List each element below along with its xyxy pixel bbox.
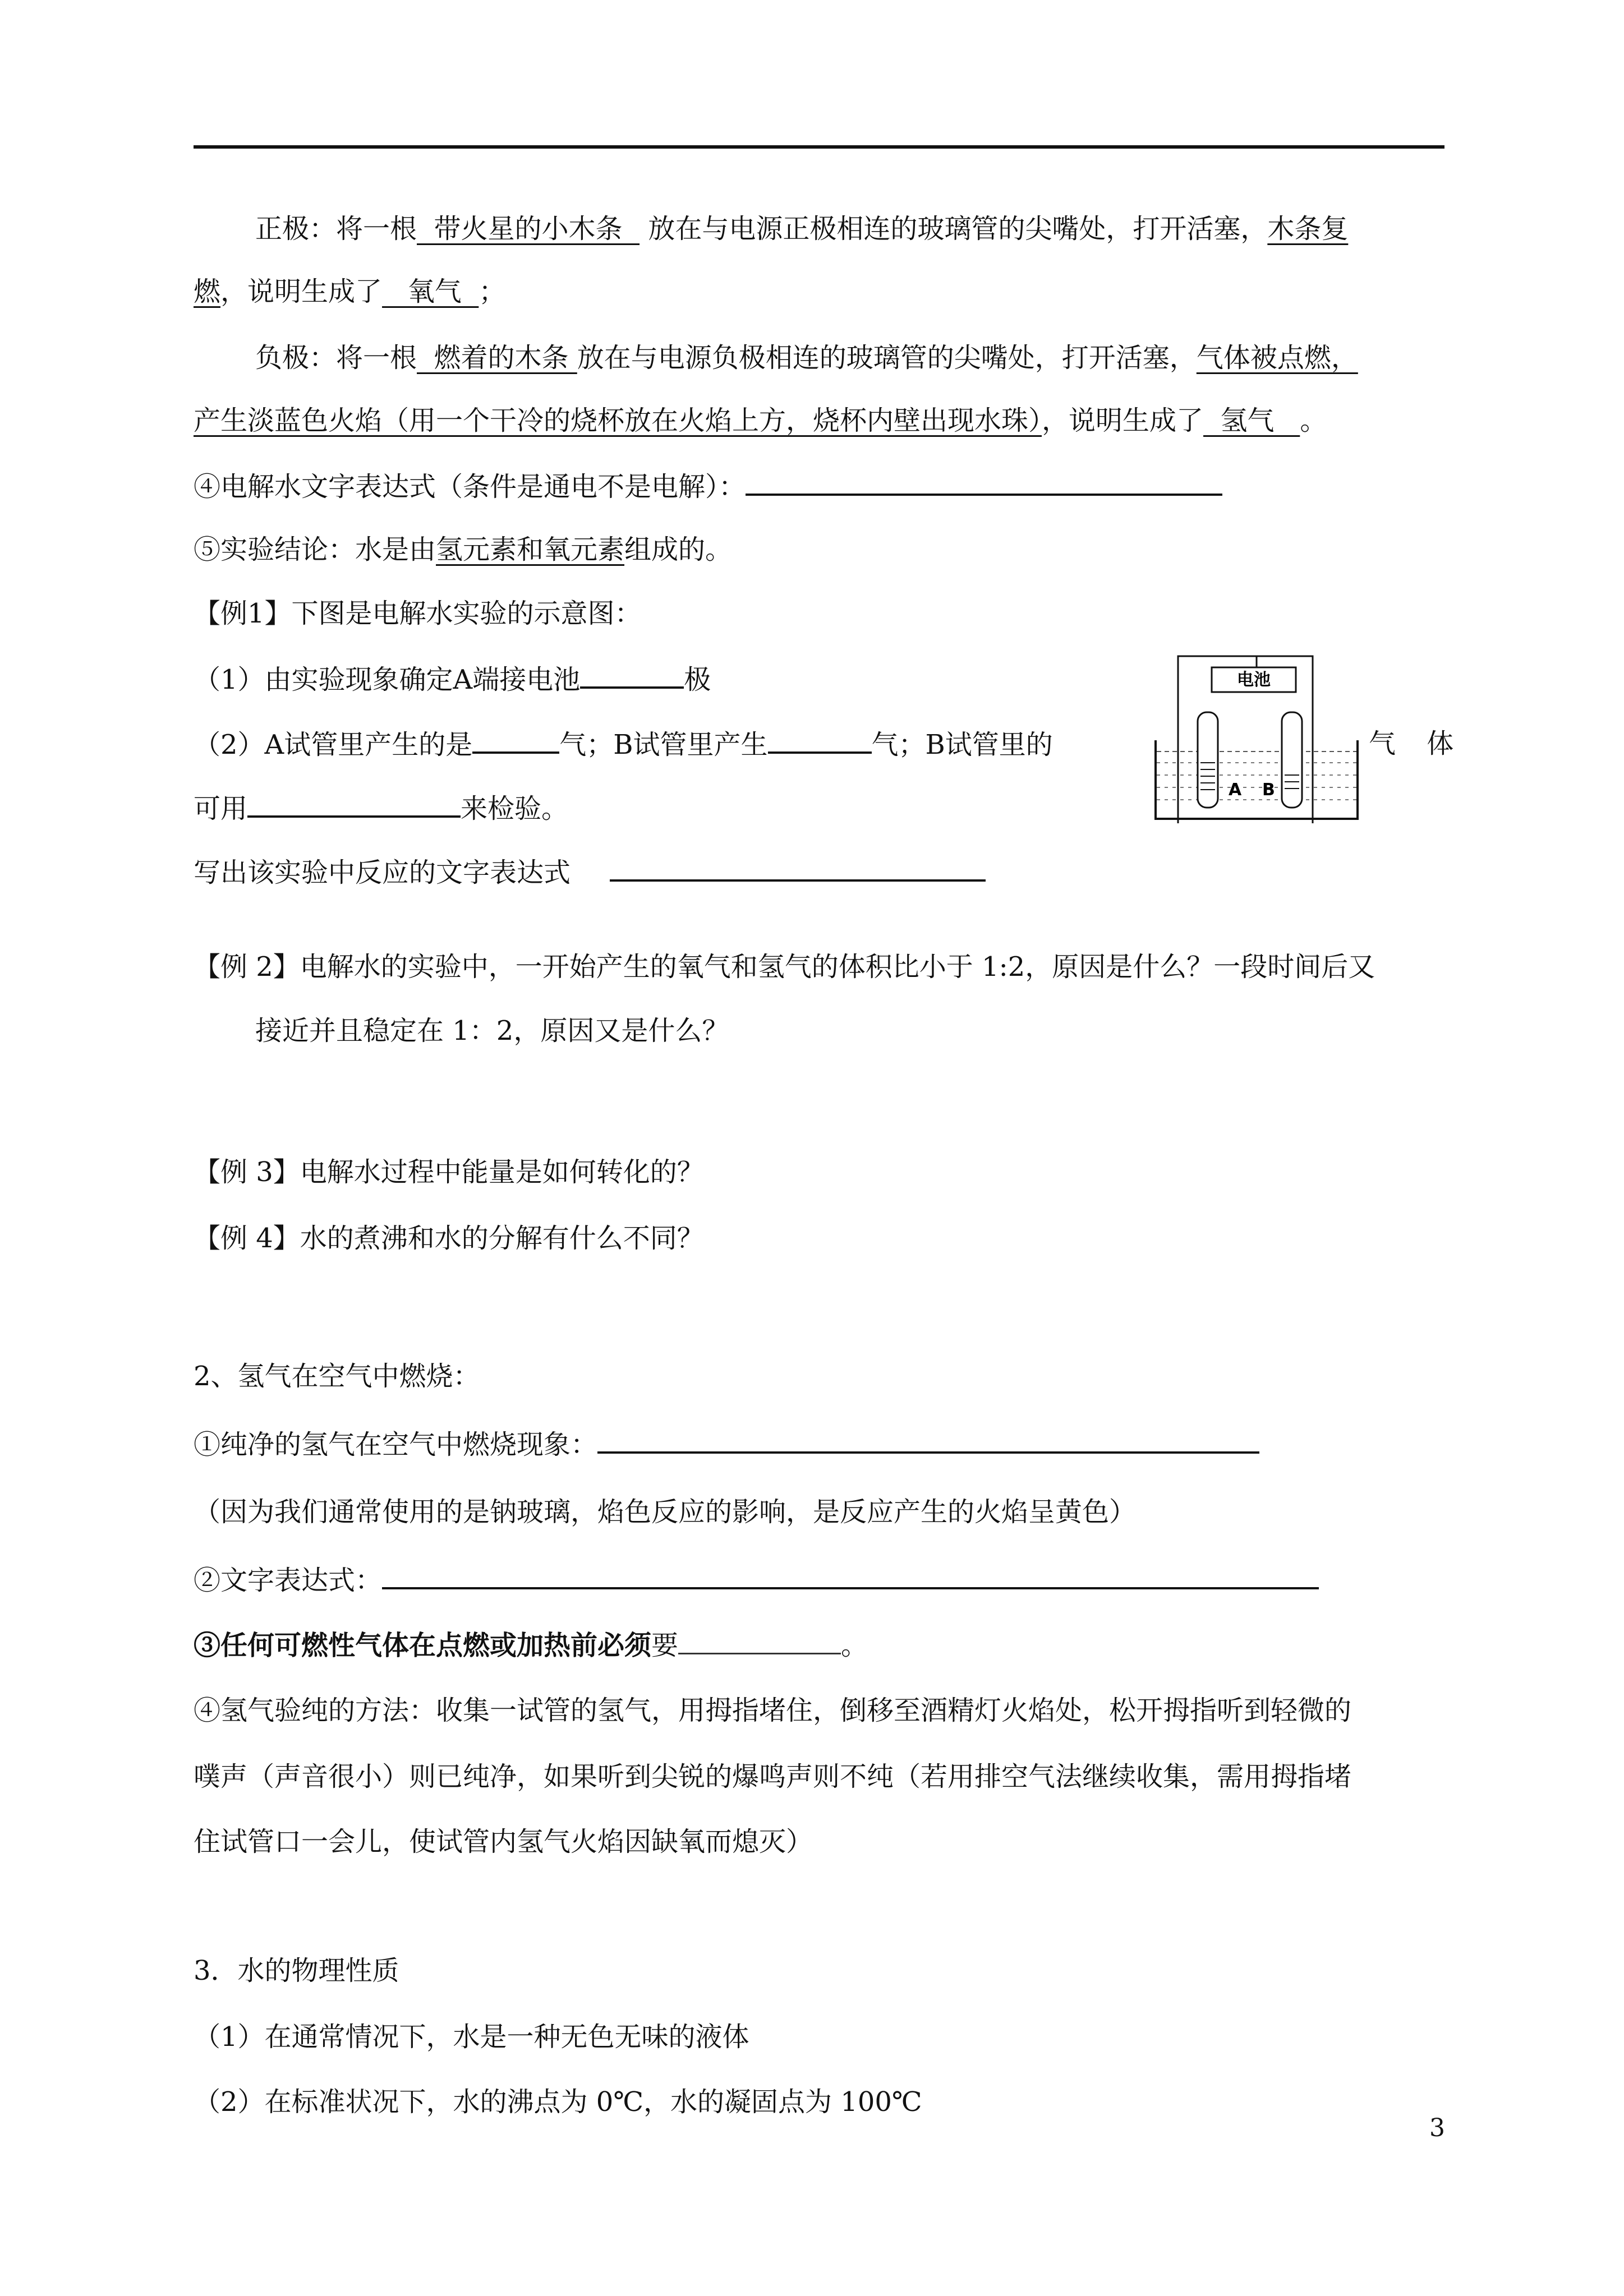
- underlined-answer: 燃着的木条: [417, 342, 577, 374]
- text: （2）在标准状况下，水的沸点为 0℃，水的凝固点为 100℃: [194, 2086, 922, 2118]
- positive-electrode-line-1: [255, 212, 1348, 246]
- text: 来检验。: [461, 793, 569, 824]
- text: 气；B试管里的: [871, 729, 1053, 760]
- example-1-question-1: [194, 662, 711, 697]
- answer-blank[interactable]: [678, 1630, 841, 1654]
- test-tube-b: [1282, 712, 1302, 808]
- underlined-answer: 燃: [194, 276, 221, 307]
- text: 。: [1300, 405, 1327, 436]
- text: 【例 3】电解水过程中能量是如何转化的？: [194, 1156, 704, 1188]
- section-2-item-1: [194, 1427, 1259, 1461]
- text: （因为我们通常使用的是钠玻璃，焰色反应的影响，是反应产生的火焰呈黄色）: [194, 1496, 1137, 1528]
- example-2-line-2: [255, 1014, 729, 1048]
- underlined-answer: 产生淡蓝色火焰（用一个干冷的烧杯放在火焰上方，烧杯内壁出现水珠）: [194, 405, 1042, 436]
- example-1-question-2-cont: [194, 791, 568, 826]
- word-equation-line: [194, 469, 1222, 504]
- text: （1）由实验现象确定A端接电池: [194, 664, 581, 695]
- answer-blank[interactable]: [580, 662, 684, 689]
- underlined-answer: 氧气: [382, 276, 479, 307]
- text: 噗声（声音很小）则已纯净，如果听到尖锐的爆鸣声则不纯（若用排空气法继续收集，需用拇指堵: [194, 1761, 1352, 1792]
- bold-text: ③任何可燃性气体在点燃或加热前必须: [194, 1630, 652, 1661]
- text: 【例1】下图是电解水实验的示意图：: [194, 598, 642, 629]
- electrolysis-apparatus-diagram: [1144, 651, 1369, 830]
- text: 。: [841, 1630, 868, 1661]
- text: 放在与电源负极相连的玻璃管的尖嘴处，打开活塞，: [577, 342, 1197, 374]
- example-3: [194, 1155, 704, 1189]
- text: 组成的。: [624, 534, 733, 565]
- text: 接近并且稳定在 1：2，原因又是什么？: [255, 1015, 729, 1046]
- header-rule: [194, 145, 1444, 149]
- section-2-item-4-line-1: [194, 1694, 1351, 1727]
- example-1-question-2-tail: [1369, 727, 1465, 760]
- label-b: B: [1262, 780, 1275, 800]
- text: ④氢气验纯的方法：收集一试管的氢气，用拇指堵住，倒移至酒精灯火焰处，松开拇指听到轻微的: [194, 1695, 1352, 1726]
- text: ；: [479, 276, 506, 307]
- section-2-item-2: [194, 1562, 1319, 1597]
- answer-blank[interactable]: [597, 1427, 1259, 1454]
- text: 写出该实验中反应的文字表达式: [194, 857, 571, 888]
- negative-electrode-line-2: [194, 404, 1327, 437]
- example-1-question-2: [194, 727, 1053, 762]
- underlined-answer: 气体被点燃，: [1196, 342, 1358, 374]
- positive-electrode-line-2: [194, 275, 505, 308]
- text: 2、氢气在空气中燃烧：: [194, 1361, 480, 1392]
- text: ①纯净的氢气在空气中燃烧现象：: [194, 1429, 598, 1460]
- section-2-item-4-line-3: [194, 1825, 813, 1859]
- beaker: [1156, 740, 1358, 819]
- section-2-item-3: [194, 1629, 868, 1662]
- negative-electrode-line-1: [255, 341, 1358, 375]
- text: 气；B试管里产生: [559, 729, 768, 760]
- answer-blank[interactable]: [610, 855, 986, 882]
- text: （2）A试管里产生的是: [194, 729, 473, 760]
- text: ⑤实验结论：水是由: [194, 534, 436, 565]
- answer-blank[interactable]: [472, 727, 559, 754]
- section-2-note: [194, 1495, 1136, 1529]
- text: ②文字表达式：: [194, 1565, 383, 1596]
- label-a: A: [1229, 780, 1242, 800]
- example-4: [194, 1221, 704, 1255]
- underlined-answer: 木条复: [1267, 213, 1349, 245]
- answer-blank[interactable]: [247, 791, 461, 818]
- underlined-answer: 氢气: [1203, 405, 1300, 436]
- text: 极: [684, 664, 711, 695]
- text: 气 体: [1369, 728, 1465, 759]
- test-tube-a: [1198, 712, 1218, 808]
- conclusion-line: [194, 533, 732, 566]
- answer-blank[interactable]: [768, 727, 872, 754]
- underlined-answer: 带火星的小木条: [417, 213, 640, 245]
- text: 正极：将一根: [255, 213, 417, 245]
- text: 要: [651, 1630, 679, 1661]
- page-number: 3: [1429, 2114, 1445, 2142]
- answer-blank[interactable]: [382, 1562, 1319, 1589]
- text: 住试管口一会儿，使试管内氢气火焰因缺氧而熄灭）: [194, 1826, 813, 1857]
- text: 3．水的物理性质: [194, 1955, 399, 1986]
- text: ，说明生成了: [1042, 405, 1204, 436]
- underlined-answer: 氢元素和氧元素: [436, 534, 625, 565]
- example-2-line-1: [194, 950, 1375, 984]
- text: （1）在通常情况下，水是一种无色无味的液体: [194, 2021, 749, 2053]
- answer-blank[interactable]: [746, 469, 1222, 496]
- text: 【例 2】电解水的实验中，一开始产生的氧气和氢气的体积比小于 1:2，原因是什么？一段时间后又: [194, 951, 1375, 983]
- text: 负极：将一根: [255, 342, 417, 374]
- text: ④电解水文字表达式（条件是通电不是电解）：: [194, 471, 746, 502]
- section-3-item-2: [194, 2085, 922, 2119]
- battery-label: 电池: [1237, 670, 1271, 690]
- example-1-question-3: [194, 855, 986, 889]
- text: 放在与电源正极相连的玻璃管的尖嘴处，打开活塞，: [640, 213, 1268, 245]
- section-3-item-1: [194, 2020, 749, 2054]
- section-2-title: [194, 1359, 480, 1393]
- text: 可用: [194, 793, 248, 824]
- text: ，说明生成了: [220, 276, 383, 307]
- example-1-title: [194, 597, 642, 630]
- section-2-item-4-line-2: [194, 1760, 1351, 1794]
- section-3-title: [194, 1954, 399, 1988]
- text: 【例 4】水的煮沸和水的分解有什么不同？: [194, 1223, 704, 1254]
